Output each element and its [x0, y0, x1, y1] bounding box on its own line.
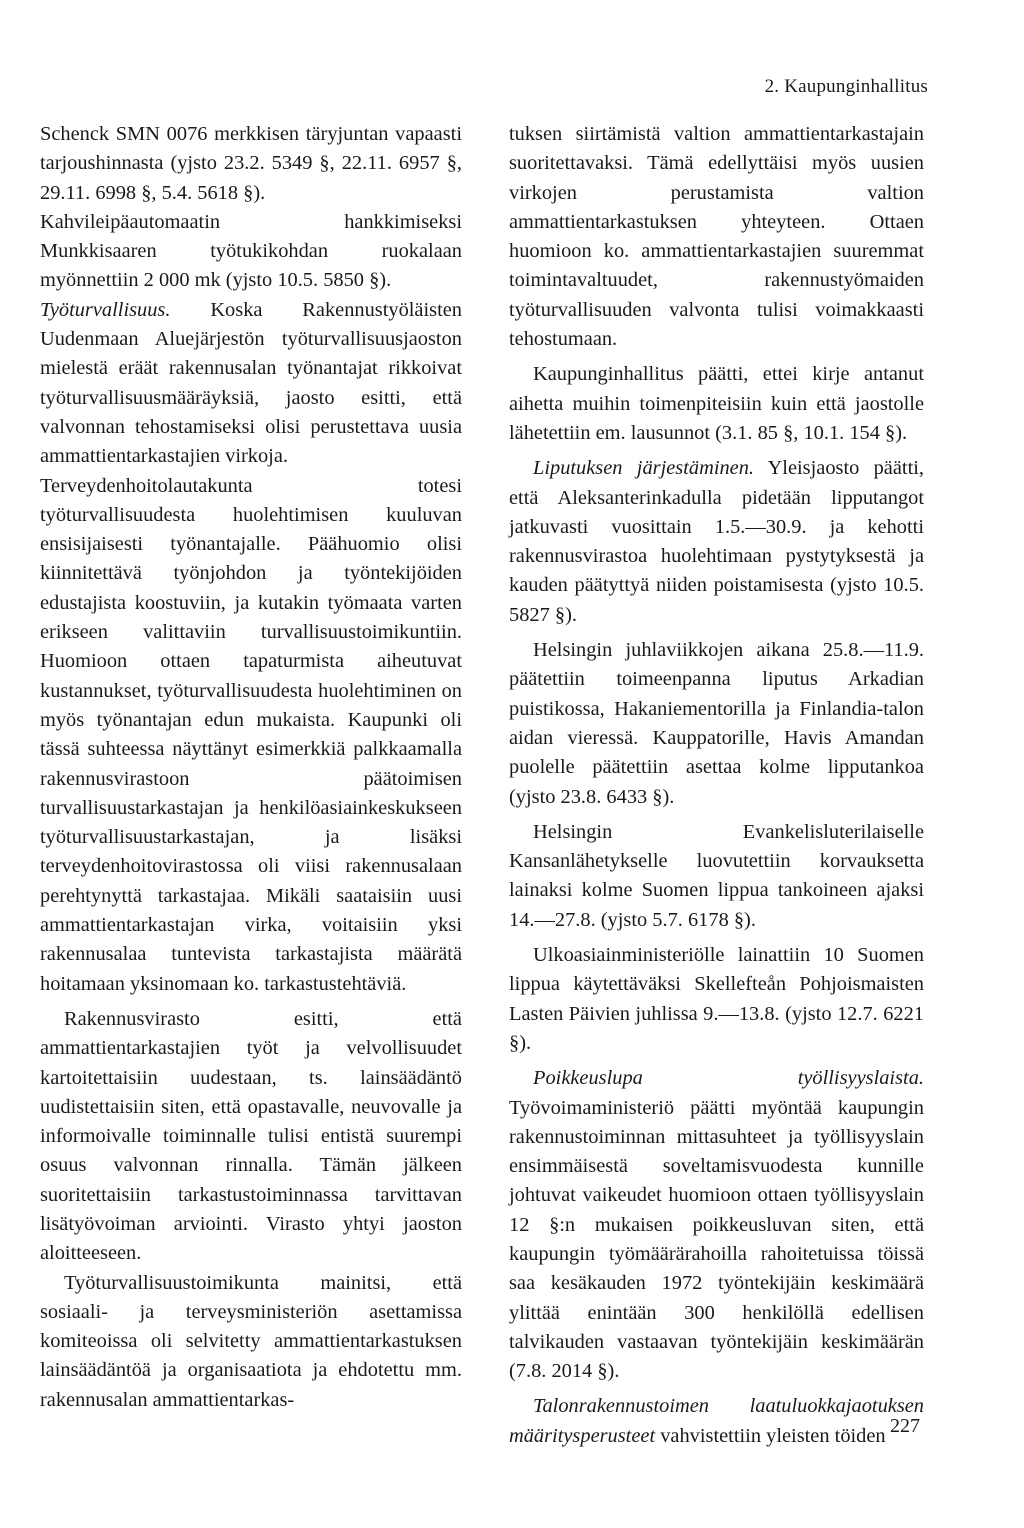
paragraph-text: vahvistettiin yleisten töiden	[655, 1424, 886, 1447]
paragraph-text: Työvoimaministeriö päätti myöntää kaupungin rakennustoiminnan mittasuhteet ja työllisyyslain ensimmäisestä soveltamisvuodesta kunnille johtuvat vaikeudet huomioon ottaen työllisyyslain 12 §:n mukaisen poikkeusluvan siten, että kaupungin työmäärärahoilla rahoitetuissa töissä saa kesäkauden 1972 työntekijäin keskimäärä ylittää enintään 300 henkilöllä edellisen talvikauden vastaavan työntekijäin keskimäärän (7.8. 2014 §).	[509, 1096, 924, 1383]
paragraph: Rakennusvirasto esitti, että ammattientarkastajien työt ja velvollisuudet kartoitettaisiin uudestaan, ts. lainsäädäntö uudistettaisiin siten, että opastavalle, neuvovalle ja informoivalle toiminnalle tulisi entistä suurempi osuus valvonnan rinnalla. Tämän jälkeen suoritettaisiin tarkastustoiminnassa tarvittavan lisätyövoiman arviointi. Virasto yhtyi jaoston aloitteeseen.	[40, 1007, 462, 1265]
section-heading: Työturvallisuus.	[40, 298, 171, 321]
paragraph: Helsingin Evankelisluterilaiselle Kansanlähetykselle luovutettiin korvauksetta lainaksi kolme Suomen lippua tankoineen ajaksi 14.—27.8. (yjsto 5.7. 6178 §).	[509, 820, 924, 931]
paragraph: Terveydenhoitolautakunta totesi työturvallisuudesta huolehtimisen kuuluvan ensisijaisesti työnantajalle. Päähuomio olisi kiinnitettävä työnjohdon ja työntekijöiden edustajista koostuviin, ja kutakin työmaata varten erikseen valittaviin turvallisuustoimikuntiin. Huomioon ottaen tapaturmista aiheutuvat kustannukset, työturvallisuudesta huolehtiminen on myös työnantajan edun mukaista. Kaupunki oli tässä suhteessa näyttänyt esimerkkiä palkkaamalla rakennusvirastoon päätoimisen turvallisuustarkastajan ja henkilöasiainkeskukseen työturvallisuustarkastajan, ja lisäksi terveydenhoitovirastossa oli viisi rakennusalaan perehtynyttä tarkastajaa. Mikäli saataisiin uusi ammattientarkastajan virka, voitaisiin yksi rakennusalaa tuntevista tarkastajista määrätä hoitamaan yksinomaan ko. tarkastustehtäviä.	[40, 474, 462, 995]
paragraph: Helsingin juhlaviikkojen aikana 25.8.—11.9. päätettiin toimeenpanna liputus Arkadian puistikossa, Hakaniementorilla ja Finlandia-talon aidan vieressä. Kauppatorille, Havis Amandan puolelle päätettiin asettaa kolme lipputankoa (yjsto 23.8. 6433 §).	[509, 639, 924, 808]
paragraph	[509, 1064, 924, 1386]
left-column	[40, 120, 462, 1415]
section-heading: Liputuksen järjestäminen.	[533, 457, 755, 480]
page-number: 227	[890, 1415, 920, 1437]
paragraph-text: Yleisjaosto päätti, että Aleksanterinkadulla pidetään lipputangot jatkuvasti vuosittain 1.5.—30.9. ja kehotti rakennusvirastoa huolehtimaan pystytyksestä ja kauden päätyttyä niiden poistamisesta (yjsto 10.5. 5827 §).	[509, 457, 925, 626]
paragraph	[509, 454, 924, 630]
paragraph: Ulkoasiainministeriölle lainattiin 10 Suomen lippua käytettäväksi Skellefteån Pohjoismaisten Lasten Päivien juhlissa 9.—13.8. (yjsto 12.7. 6221 §).	[509, 944, 924, 1054]
paragraph: Kaupunginhallitus päätti, ettei kirje antanut aihetta muihin toimenpiteisiin kuin että jaostolle lähetettiin em. lausunnot (3.1. 85 §, 10.1. 154 §).	[509, 363, 924, 444]
right-column	[509, 120, 924, 1451]
paragraph: Työturvallisuustoimikunta mainitsi, että sosiaali- ja terveysministeriön asettamissa komiteoissa oli selvitetty ammattientarkastuksen lainsäädäntöä ja organisaatiota ja ehdotettu mm. rakennusalan ammattientarkas-	[40, 1271, 462, 1411]
paragraph-text: Koska Rakennustyöläisten Uudenmaan Aluejärjestön työturvallisuusjaoston mielestä eräät rakennusalan työnantajat rikkoivat työturvallisuusmääräyksiä, jaosto esitti, että valvonnan tehostamiseksi olisi perustettava uusia ammattientarkastajien virkoja.	[40, 298, 462, 468]
paragraph: tuksen siirtämistä valtion ammattientarkastajain suoritettavaksi. Tämä edellyttäisi myös uusien virkojen perustamista valtion ammattientarkastuksen yhteyteen. Ottaen huomioon ko. ammattientarkastajien suuremmat toimintavaltuudet, rakennustyömaiden työturvallisuuden valvonta tulisi voimakkaasti tehostumaan.	[509, 123, 924, 351]
paragraph	[40, 296, 462, 472]
running-header: 2. Kaupunginhallitus	[764, 76, 928, 97]
paragraph: Kahvileipäautomaatin hankkimiseksi Munkkisaaren työtukikohdan ruokalaan myönnettiin 2 000 mk (yjsto 10.5. 5850 §).	[40, 210, 462, 292]
section-heading: Poikkeuslupa työllisyyslaista.	[533, 1067, 924, 1090]
paragraph: Schenck SMN 0076 merkkisen täryjuntan vapaasti tarjoushinnasta (yjsto 23.2. 5349 §, 22.11. 6957 §, 29.11. 6998 §, 5.4. 5618 §).	[40, 123, 462, 204]
paragraph	[509, 1392, 924, 1451]
section-heading: Talonrakennustoimen laatuluokkajaotuksen määritysperusteet	[509, 1395, 924, 1447]
